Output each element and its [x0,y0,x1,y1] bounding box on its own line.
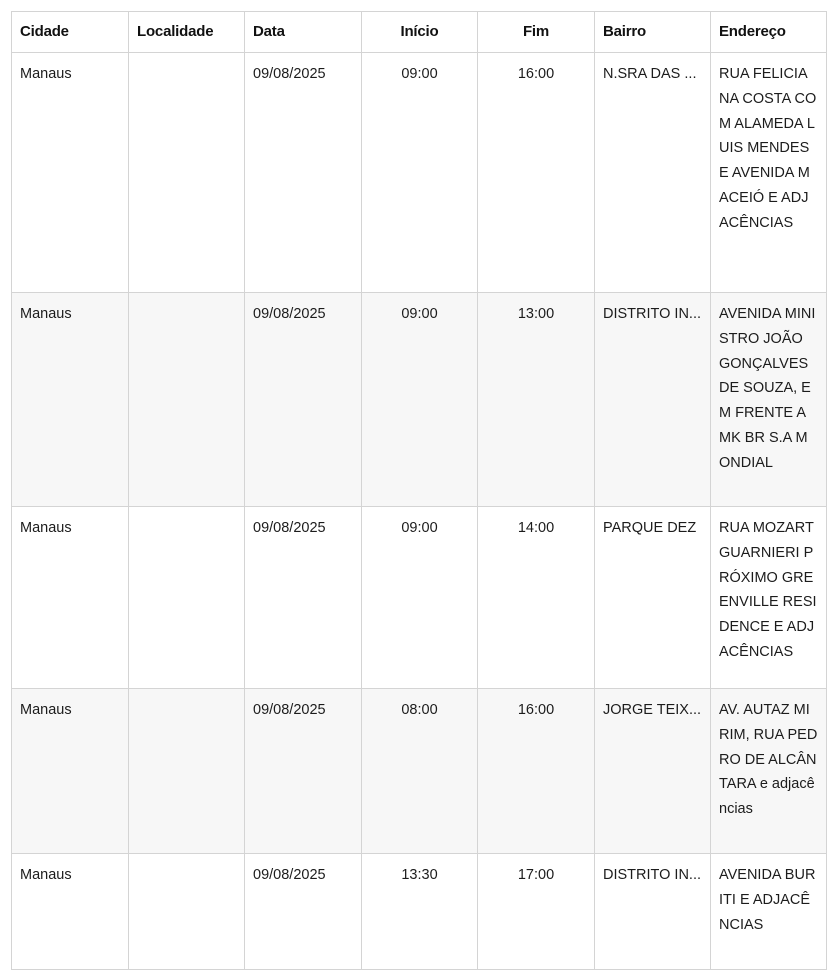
cell-fim: 16:00 [478,689,595,854]
cell-bairro: DISTRITO IN... [595,854,711,970]
cell-fim: 14:00 [478,507,595,689]
cell-inicio: 09:00 [362,293,478,507]
column-header-data: Data [245,12,362,53]
table-row [12,53,827,293]
table-body [12,53,827,970]
cell-cidade: Manaus [12,507,129,689]
column-header-fim: Fim [478,12,595,53]
outage-schedule-table [11,11,827,970]
column-header-inicio: Início [362,12,478,53]
cell-bairro: JORGE TEIX... [595,689,711,854]
cell-inicio: 09:00 [362,507,478,689]
table-row [12,507,827,689]
cell-localidade [129,507,245,689]
cell-inicio: 08:00 [362,689,478,854]
cell-endereco: AVENIDA MINISTRO JOÃO GONÇALVES DE SOUZA, EM FRENTE A MK BR S.A MONDIAL [711,293,827,507]
cell-bairro: N.SRA DAS ... [595,53,711,293]
cell-endereco: RUA MOZART GUARNIERI PRÓXIMO GREENVILLE RESIDENCE E ADJACÊNCIAS [711,507,827,689]
cell-bairro: DISTRITO IN... [595,293,711,507]
cell-bairro: PARQUE DEZ [595,507,711,689]
cell-cidade: Manaus [12,689,129,854]
cell-fim: 13:00 [478,293,595,507]
column-header-cidade: Cidade [12,12,129,53]
cell-data: 09/08/2025 [245,53,362,293]
cell-fim: 17:00 [478,854,595,970]
outage-schedule-table-wrapper [11,11,826,970]
cell-inicio: 09:00 [362,53,478,293]
cell-data: 09/08/2025 [245,689,362,854]
cell-cidade: Manaus [12,53,129,293]
cell-endereco: AV. AUTAZ MIRIM, RUA PEDRO DE ALCÂNTARA e adjacências [711,689,827,854]
cell-localidade [129,854,245,970]
table-header [12,12,827,53]
cell-endereco: AVENIDA BURITI E ADJACÊNCIAS [711,854,827,970]
table-row [12,689,827,854]
column-header-localidade: Localidade [129,12,245,53]
cell-localidade [129,293,245,507]
cell-endereco: RUA FELICIANA COSTA COM ALAMEDA LUIS MENDES E AVENIDA MACEIÓ E ADJACÊNCIAS [711,53,827,293]
column-header-endereco: Endereço [711,12,827,53]
table-row [12,293,827,507]
cell-localidade [129,53,245,293]
cell-data: 09/08/2025 [245,507,362,689]
cell-cidade: Manaus [12,293,129,507]
header-row [12,12,827,53]
table-row [12,854,827,970]
column-header-bairro: Bairro [595,12,711,53]
cell-fim: 16:00 [478,53,595,293]
cell-cidade: Manaus [12,854,129,970]
cell-data: 09/08/2025 [245,293,362,507]
cell-data: 09/08/2025 [245,854,362,970]
cell-inicio: 13:30 [362,854,478,970]
cell-localidade [129,689,245,854]
